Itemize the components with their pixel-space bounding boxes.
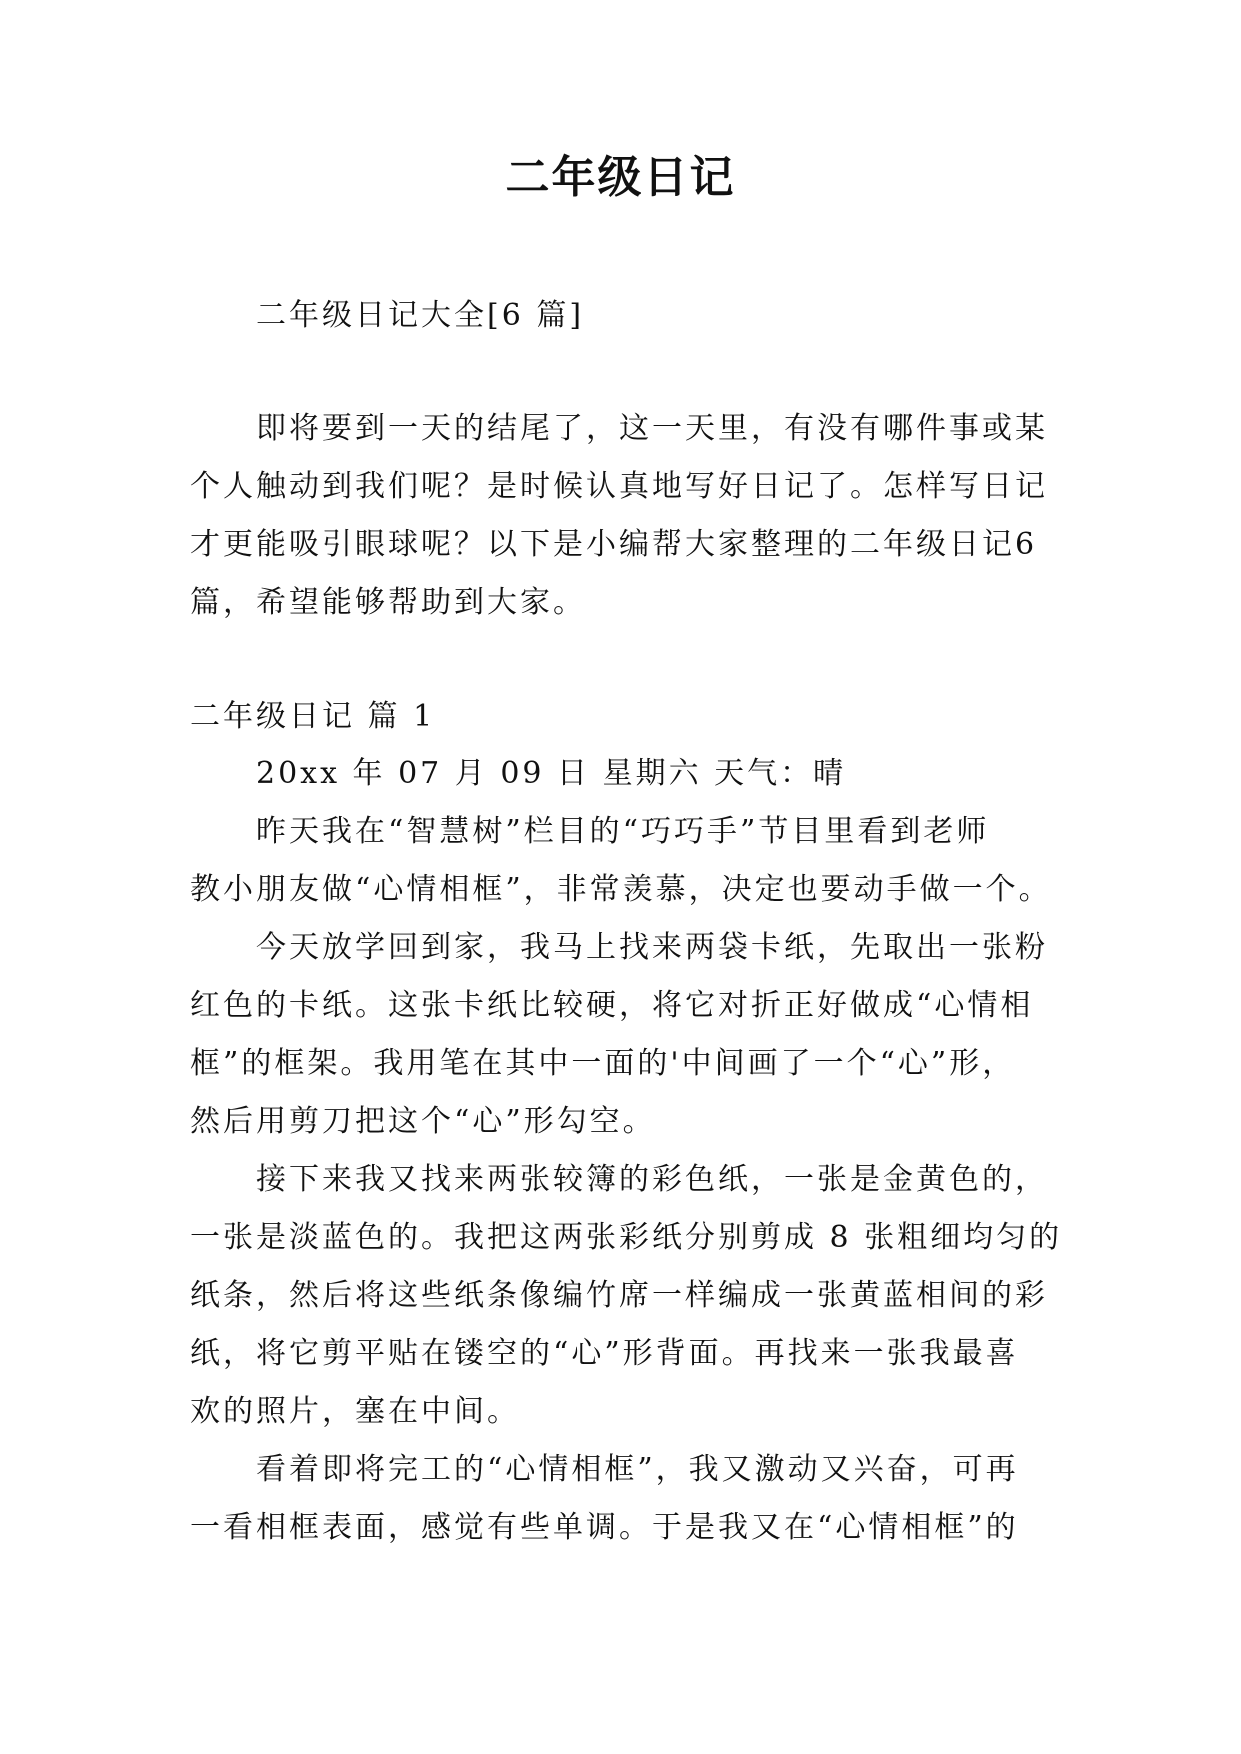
body-line-7: 接下来我又找来两张较簿的彩色纸，一张是金黄色的， bbox=[256, 1162, 1048, 1197]
body-line-3: 今天放学回到家，我马上找来两袋卡纸，先取出一张粉 bbox=[256, 930, 1048, 965]
body-line-6: 然后用剪刀把这个“心”形勾空。 bbox=[190, 1104, 656, 1139]
body-line-2: 教小朋友做“心情相框”，非常羡慕，决定也要动手做一个。 bbox=[190, 872, 1052, 907]
body-line-8: 一张是淡蓝色的。我把这两张彩纸分别剪成 8 张粗细均匀的 bbox=[190, 1220, 1063, 1255]
intro-line-2: 个人触动到我们呢？是时候认真地写好日记了。怎样写日记 bbox=[190, 469, 1048, 504]
body-line-9: 纸条，然后将这些纸条像编竹席一样编成一张黄蓝相间的彩 bbox=[190, 1278, 1048, 1313]
intro-line-1: 即将要到一天的结尾了，这一天里，有没有哪件事或某 bbox=[256, 411, 1048, 446]
date-line: 20xx 年 07 月 09 日 星期六 天气：晴 bbox=[256, 756, 847, 791]
body-line-12: 看着即将完工的“心情相框”，我又激动又兴奋，可再 bbox=[256, 1452, 1019, 1487]
intro-line-3: 才更能吸引眼球呢？以下是小编帮大家整理的二年级日记6 bbox=[190, 527, 1038, 562]
body-line-13: 一看相框表面，感觉有些单调。于是我又在“心情相框”的 bbox=[190, 1510, 1019, 1545]
intro-line-4: 篇，希望能够帮助到大家。 bbox=[190, 585, 586, 620]
document-subtitle: 二年级日记大全[6 篇] bbox=[256, 298, 585, 333]
body-line-5: 框”的框架。我用笔在其中一面的'中间画了一个“心”形， bbox=[190, 1046, 1016, 1081]
section-heading: 二年级日记 篇 1 bbox=[190, 699, 436, 734]
body-line-10: 纸，将它剪平贴在镂空的“心”形背面。再找来一张我最喜 bbox=[190, 1336, 1019, 1371]
document-title: 二年级日记 bbox=[505, 152, 736, 203]
body-line-11: 欢的照片，塞在中间。 bbox=[190, 1394, 520, 1429]
body-line-1: 昨天我在“智慧树”栏目的“巧巧手”节目里看到老师 bbox=[256, 814, 990, 849]
body-line-4: 红色的卡纸。这张卡纸比较硬，将它对折正好做成“心情相 bbox=[190, 988, 1034, 1023]
